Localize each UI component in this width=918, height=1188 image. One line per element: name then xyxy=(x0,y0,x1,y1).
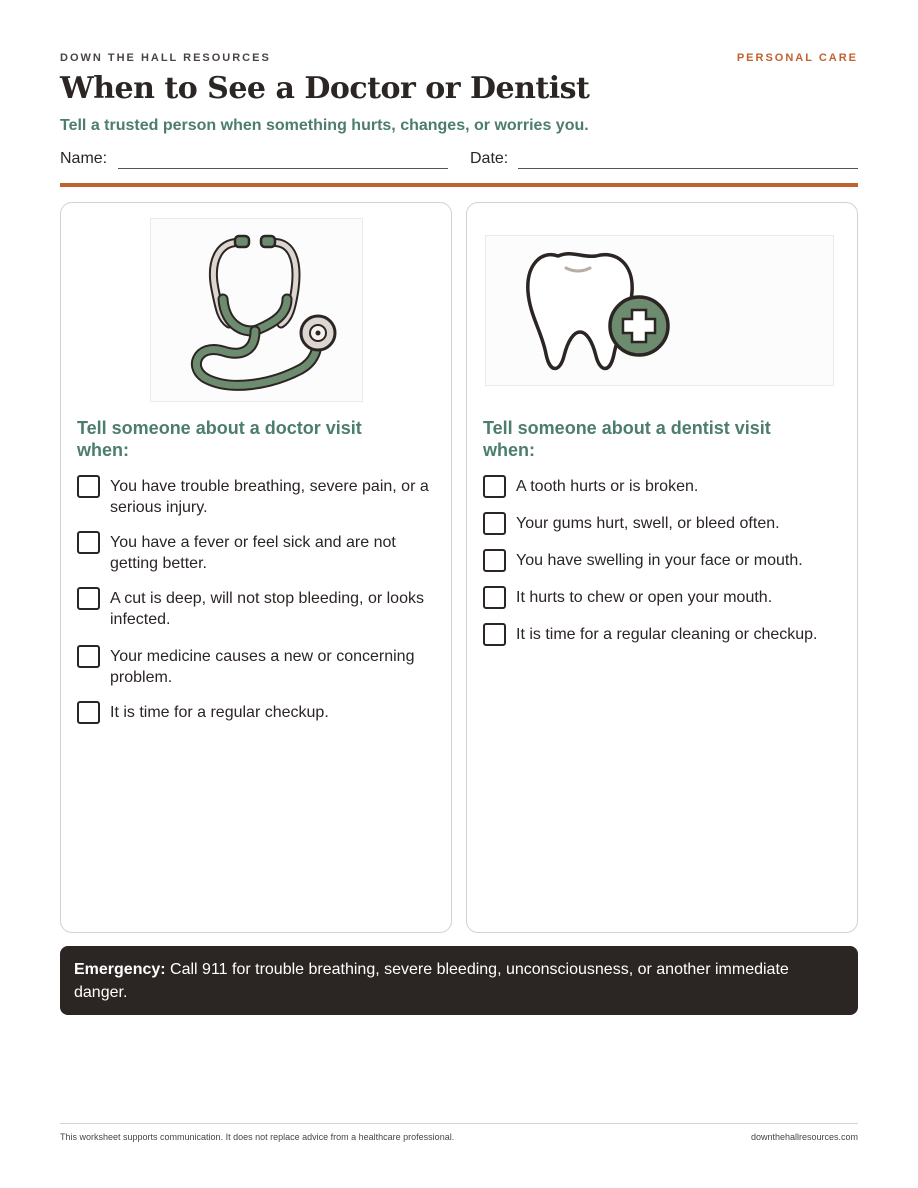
doctor-item-text: It is time for a regular checkup. xyxy=(110,704,329,721)
brand-label: DOWN THE HALL RESOURCES xyxy=(60,52,271,64)
dentist-item-4[interactable] xyxy=(483,587,846,609)
footer-disclaimer: This worksheet supports communication. It does not replace advice from a healthcare professional. xyxy=(60,1132,455,1142)
emergency-banner xyxy=(60,946,858,1015)
tooth-plus-icon xyxy=(485,235,834,386)
doctor-item-5[interactable] xyxy=(77,702,440,724)
checkbox[interactable] xyxy=(77,587,100,610)
doctor-item-text: You have trouble breathing, severe pain, or a serious injury. xyxy=(110,478,429,516)
doctor-heading: Tell someone about a doctor visit when: xyxy=(77,418,362,460)
doctor-item-2[interactable] xyxy=(77,532,440,574)
stethoscope-icon xyxy=(150,218,363,402)
checkbox[interactable] xyxy=(483,623,506,646)
checkbox[interactable] xyxy=(483,549,506,572)
checkbox[interactable] xyxy=(77,701,100,724)
doctor-item-4[interactable] xyxy=(77,646,440,688)
dentist-item-text: It is time for a regular cleaning or checkup. xyxy=(516,626,818,643)
dentist-item-1[interactable] xyxy=(483,476,846,498)
page-title: When to See a Doctor or Dentist xyxy=(60,71,590,106)
doctor-item-3[interactable] xyxy=(77,588,440,630)
checkbox[interactable] xyxy=(77,645,100,668)
dentist-card xyxy=(466,202,858,933)
checkbox[interactable] xyxy=(483,512,506,535)
dentist-item-text: Your gums hurt, swell, or bleed often. xyxy=(516,515,780,532)
doctor-card xyxy=(60,202,452,933)
doctor-item-text: A cut is deep, will not stop bleeding, or looks infected. xyxy=(110,590,424,628)
dentist-item-3[interactable] xyxy=(483,550,846,572)
doctor-item-text: You have a fever or feel sick and are not getting better. xyxy=(110,534,396,572)
checkbox[interactable] xyxy=(483,475,506,498)
emergency-label: Emergency: xyxy=(74,961,166,978)
checkbox[interactable] xyxy=(77,531,100,554)
footer-divider xyxy=(60,1123,858,1124)
dentist-item-2[interactable] xyxy=(483,513,846,535)
name-label: Name: xyxy=(60,150,108,167)
name-line[interactable] xyxy=(118,168,448,169)
doctor-item-text: Your medicine causes a new or concerning problem. xyxy=(110,648,415,686)
dentist-item-text: It hurts to chew or open your mouth. xyxy=(516,589,773,606)
doctor-item-1[interactable] xyxy=(77,476,440,518)
emergency-text: Call 911 for trouble breathing, severe bleeding, unconsciousness, or another immediate danger. xyxy=(74,961,789,1001)
dentist-item-text: You have swelling in your face or mouth. xyxy=(516,552,803,569)
category-label: PERSONAL CARE xyxy=(736,52,858,64)
date-label: Date: xyxy=(470,150,509,167)
checkbox[interactable] xyxy=(483,586,506,609)
dentist-heading: Tell someone about a dentist visit when: xyxy=(483,418,771,460)
header-divider xyxy=(60,183,858,187)
date-line[interactable] xyxy=(518,168,858,169)
page-subtitle: Tell a trusted person when something hurts, changes, or worries you. xyxy=(60,117,589,134)
dentist-item-5[interactable] xyxy=(483,624,846,646)
dentist-item-text: A tooth hurts or is broken. xyxy=(516,478,699,495)
checkbox[interactable] xyxy=(77,475,100,498)
footer-website[interactable]: downthehallresources.com xyxy=(750,1132,858,1142)
